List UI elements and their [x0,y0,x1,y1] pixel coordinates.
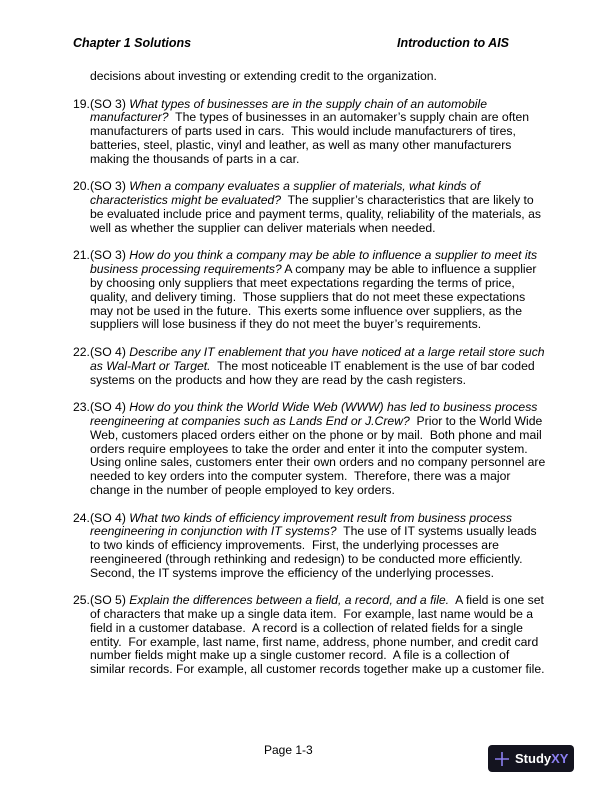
question-text: reengineering at companies such as Lands End or J.Crew? [90,413,410,428]
question-number: 21. [73,248,90,263]
question-item [73,180,553,235]
question-number: 19. [73,96,90,111]
answer-text: quality, and delivery timing. Those suppliers that do not meet these expectations [90,289,526,304]
plus-icon [494,751,510,767]
text-line [73,277,553,291]
continuation-text: decisions about investing or extending credit to the organization. [90,69,437,83]
text-line [73,443,553,457]
answer-text: The supplier’s characteristics that are likely to [281,193,534,208]
text-line [73,415,553,429]
answer-text: making the thousands of parts in a car. [90,151,300,166]
answer-text: The most noticeable IT enablement is the use of bar coded [210,358,535,373]
text-line [73,429,553,443]
question-item [73,249,553,332]
answer-text: by choosing only suppliers that meet expectations regarding the terms of price, [90,275,515,290]
answer-text: Web, customers placed orders either on the phone or by mail. Both phone and mail [90,427,542,442]
question-text: Describe any IT enablement that you have noticed at a large retail store such [129,344,545,359]
question-item [73,401,553,498]
answer-text: Second, the IT systems improve the efficiency of the underlying processes. [90,565,494,580]
text-line [73,663,553,677]
text-line [73,222,553,236]
question-text: How do you think the World Wide Web (WWW) has led to business process [129,400,538,415]
question-text: How do you think a company may be able to influence a supplier to meet its [129,248,538,263]
text-line [73,291,553,305]
answer-text: of characters that make up a single data item. For example, last name would be a [90,607,534,622]
text-line [73,360,553,374]
text-line [73,346,553,360]
text-line [73,512,553,526]
question-list [73,98,553,677]
so-tag: (SO 4) [90,344,130,359]
so-tag: (SO 4) [90,400,130,415]
question-text: reengineering in conjunction with IT systems? [90,524,337,539]
document-body [73,70,553,677]
question-text: characteristics might be evaluated? [90,193,282,208]
question-text: business processing requirements? [90,262,282,277]
answer-text: be evaluated include price and payment terms, quality, reliability of the materials, as [90,206,541,221]
text-line [73,318,553,332]
answer-text: number fields might make up a single customer record. A file is a collection of [90,648,510,663]
question-number: 24. [73,510,90,525]
question-text: manufacturer? [90,110,169,125]
question-item [73,594,553,677]
text-line [73,636,553,650]
answer-text: needed to key orders into the computer system. Therefore, there was a major [90,469,511,484]
text-line [73,111,553,125]
text-line [73,305,553,319]
text-line [73,525,553,539]
text-line [73,649,553,663]
so-tag: (SO 4) [90,510,130,525]
answer-text: suppliers will lose business if they do not meet the buyer’s requirements. [90,317,482,332]
text-line [73,249,553,263]
so-tag: (SO 3) [90,96,130,111]
question-text: Explain the differences between a field, a record, and a file. [129,593,450,608]
text-line [73,401,553,415]
question-number: 22. [73,344,90,359]
header-chapter-title: Chapter 1 Solutions [73,36,192,50]
so-tag: (SO 5) [90,593,130,608]
text-line [73,608,553,622]
text-line [73,125,553,139]
answer-text: entity. For example, last name, first name, address, phone number, and credit card [90,634,539,649]
text-line [73,456,553,470]
question-text: When a company evaluates a supplier of materials, what kinds of [129,179,481,194]
so-tag: (SO 3) [90,248,130,263]
question-number: 25. [73,593,90,608]
answer-text: Using online sales, customers enter their own orders and no company personnel are [90,455,546,470]
question-text: What two kinds of efficiency improvement result from business process [129,510,512,525]
answer-text: batteries, steel, plastic, vinyl and leather, as well as many other manufacturers [90,137,512,152]
answer-text: Prior to the World Wide [409,413,543,428]
studyxy-badge[interactable] [488,745,574,772]
answer-text: The types of businesses in an automaker’s supply chain are often [168,110,530,125]
answer-text: field in a customer database. A record is a collection of related fields for a single [90,620,523,635]
answer-text: The use of IT systems usually leads [336,524,537,539]
answer-text: to two kinds of efficiency improvements. First, the underlying processes are [90,538,499,553]
answer-text: change in the number of people employed to key orders. [90,482,395,497]
question-text: What types of businesses are in the supply chain of an automobile [129,96,487,111]
text-line [73,484,553,498]
question-number: 20. [73,179,90,194]
answer-text: well as whether the supplier can deliver materials when needed. [90,220,436,235]
so-tag: (SO 3) [90,179,130,194]
answer-text: similar records. For example, all customer records together make up a customer file. [90,662,545,677]
question-item [73,512,553,581]
answer-text: systems on the products and how they are read by the cash registers. [90,372,466,387]
text-line [73,470,553,484]
text-line [73,622,553,636]
text-line [73,98,553,112]
text-line [73,194,553,208]
answer-text: A company may be able to influence a supplier [281,262,537,277]
text-line [73,139,553,153]
brand-text-accent: XY [551,751,569,766]
answer-text: orders require employees to take the order and enter it into the computer system. [90,441,528,456]
question-number: 23. [73,400,90,415]
question-item [73,98,553,167]
text-line [73,180,553,194]
answer-text: A field is one set [449,593,544,608]
answer-text: may not be used in the future. This exerts some influence over suppliers, as the [90,303,522,318]
text-line [73,208,553,222]
text-line [73,374,553,388]
page-number: Page 1-3 [264,743,313,757]
text-line [73,539,553,553]
text-line [73,594,553,608]
text-line [73,263,553,277]
text-line [73,553,553,567]
text-line [73,567,553,581]
text-line [73,153,553,167]
question-item [73,346,553,387]
answer-text: reengineered (through rethinking and redesign) to be conducted more efficiently. [90,551,523,566]
brand-text: Study [515,751,552,766]
question-text: as Wal-Mart or Target. [90,358,211,373]
header-section-title: Introduction to AIS [397,36,510,50]
answer-text: manufacturers of parts used in cars. This would include manufacturers of tires, [90,124,516,139]
